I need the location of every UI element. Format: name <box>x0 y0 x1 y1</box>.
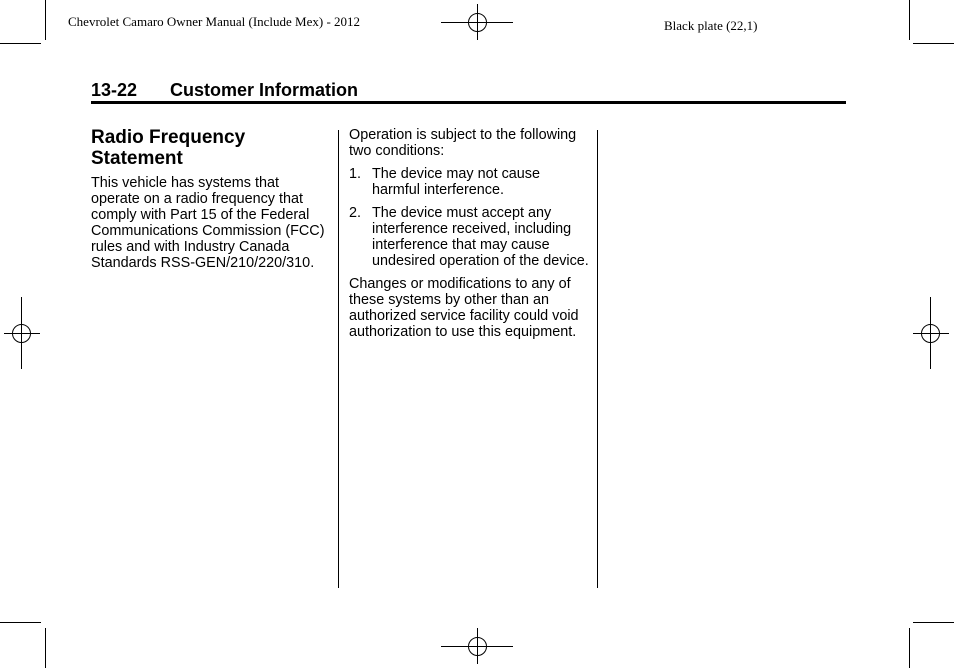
section-number: 13-22 <box>91 80 138 100</box>
list-item-number: 2. <box>349 205 362 221</box>
column-2 <box>349 127 589 347</box>
conditions-list <box>349 166 589 269</box>
page-heading: Radio Frequency Statement <box>91 127 246 169</box>
list-item <box>349 166 589 198</box>
column-1 <box>91 127 331 271</box>
column-divider-1 <box>338 130 339 588</box>
manual-title: Chevrolet Camaro Owner Manual (Include Mex) - 2012 <box>68 14 361 29</box>
column-divider-2 <box>597 130 598 588</box>
closing-paragraph: Changes or modifications to any of these systems by other than an authorized service facility could void authorization to use this equipment. <box>349 276 579 340</box>
list-item <box>349 205 589 269</box>
list-item-text: The device may not cause harmful interference. <box>372 166 540 198</box>
list-item-number: 1. <box>349 166 362 182</box>
plate-label: Black plate (22,1) <box>664 18 758 33</box>
section-rule <box>91 101 846 104</box>
list-item-text: The device must accept any interference received, including interference that may cause undesired operation of the device. <box>372 205 589 269</box>
section-title: Customer Information <box>170 80 359 100</box>
intro-paragraph: This vehicle has systems that operate on a radio frequency that comply with Part 15 of the Federal Communications Commission (FCC) rules and with Industry Canada Standards RSS-GEN/210/220/310. <box>91 175 325 271</box>
conditions-intro: Operation is subject to the following two conditions: <box>349 127 577 159</box>
